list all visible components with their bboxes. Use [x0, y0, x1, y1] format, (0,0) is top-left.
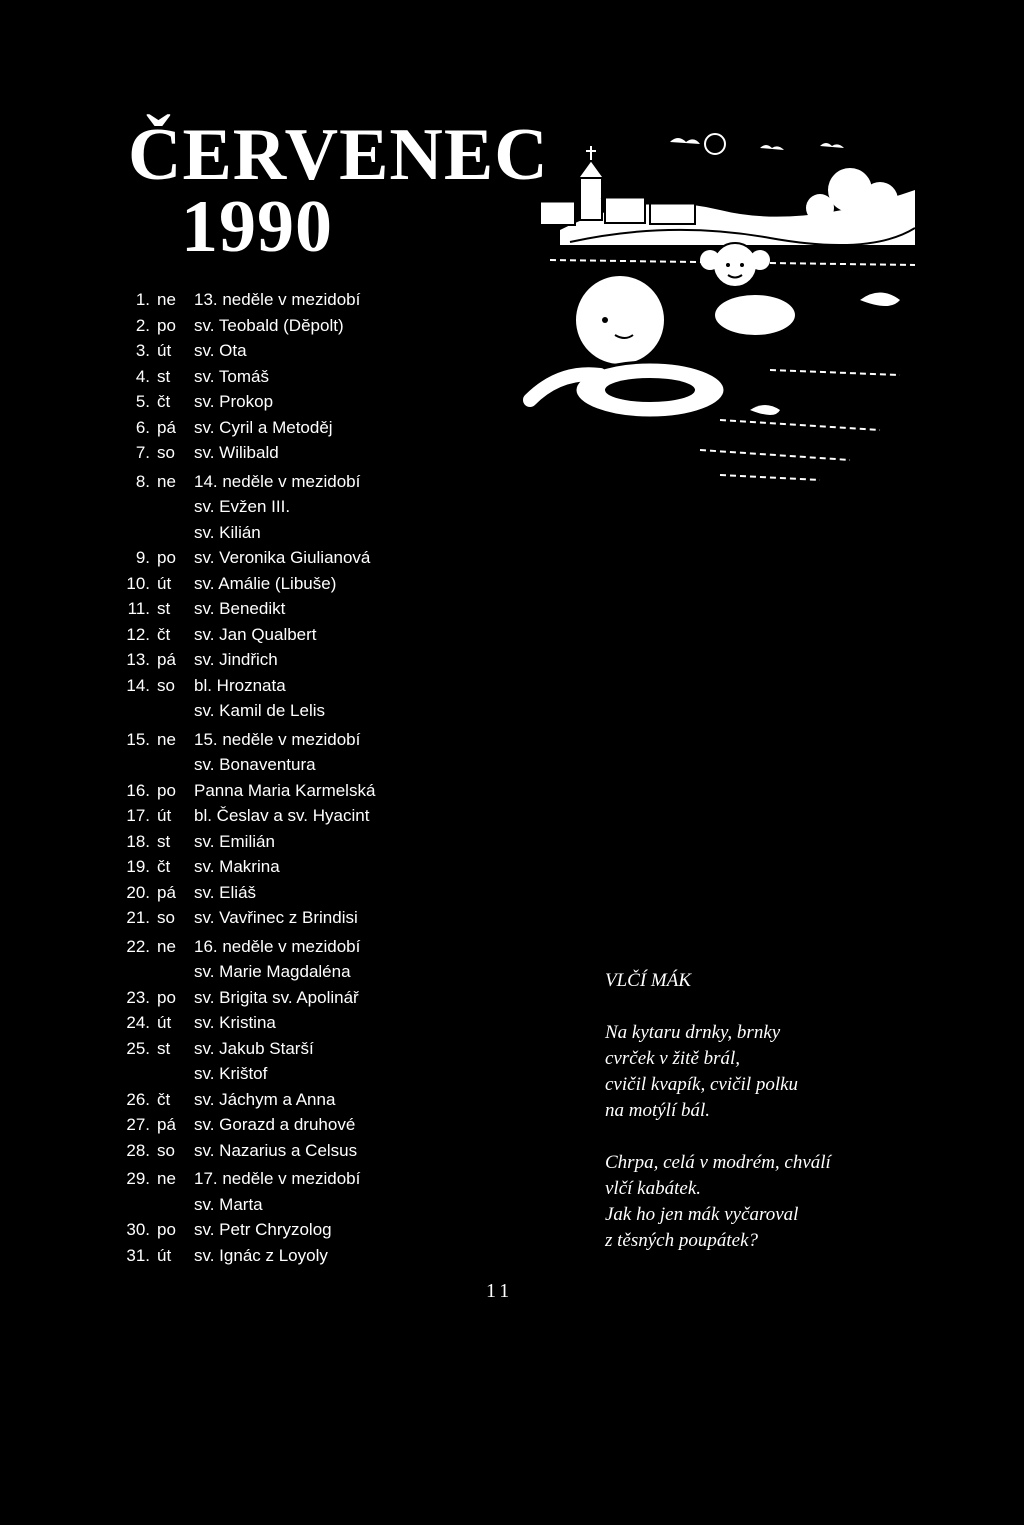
day-number: 4.	[135, 366, 150, 386]
feast-name: sv. Kristina	[194, 1013, 276, 1032]
day-number: 27.	[126, 1115, 150, 1134]
page-number: 11	[486, 1280, 514, 1302]
weekday: so	[157, 1140, 175, 1160]
weekday: út	[157, 806, 172, 825]
feast-name: sv. Gorazd a druhové	[194, 1115, 356, 1134]
calendar-row	[118, 803, 538, 829]
day-number: 28.	[126, 1140, 150, 1160]
poem-line: cvrček v žitě brál,	[605, 1048, 741, 1069]
calendar-row	[118, 1112, 538, 1138]
village-church	[537, 146, 698, 225]
day-number: 6.	[135, 417, 150, 437]
weekday: po	[157, 780, 176, 800]
calendar-row	[118, 1243, 538, 1269]
day-number: 22.	[126, 936, 150, 956]
weekday: út	[157, 1013, 172, 1032]
calendar-row	[118, 389, 538, 415]
calendar-row	[118, 854, 538, 880]
poem-line: cvičil kvapík, cvičil polku	[605, 1074, 799, 1095]
day-number: 30.	[126, 1220, 150, 1239]
calendar-row	[118, 1061, 538, 1087]
day-number: 11.	[127, 599, 150, 618]
poem-stanza-2	[605, 1150, 831, 1254]
weekday: so	[157, 443, 175, 462]
weekday: čt	[157, 392, 171, 411]
weekday: st	[157, 599, 171, 618]
duck	[860, 293, 900, 307]
feast-name: sv. Brigita sv. Apolinář	[194, 987, 359, 1007]
poem-line: z těsných poupátek?	[605, 1230, 759, 1251]
feast-name: sv. Nazarius a Celsus	[194, 1140, 358, 1160]
weekday: po	[157, 548, 176, 567]
calendar-row	[118, 934, 538, 960]
weekday: st	[157, 366, 171, 386]
weekday: so	[157, 675, 175, 695]
calendar-row	[118, 727, 538, 753]
feast-name: sv. Evžen III.	[194, 497, 291, 516]
calendar-row	[118, 959, 538, 985]
weekday: ne	[157, 1169, 176, 1188]
calendar-row	[118, 313, 538, 339]
feast-name: 13. neděle v mezidobí	[194, 290, 361, 309]
feast-name: sv. Ota	[194, 341, 247, 360]
feast-name: sv. Bonaventura	[194, 755, 316, 774]
day-number: 3.	[135, 341, 150, 360]
day-number: 8.	[135, 471, 150, 491]
day-number: 20.	[126, 882, 150, 902]
calendar-row	[118, 1036, 538, 1062]
day-number: 31.	[126, 1245, 150, 1265]
weekday: pá	[157, 417, 176, 437]
feast-name: sv. Emilián	[194, 831, 275, 851]
calendar-row	[118, 1217, 538, 1243]
year-title: 1990	[181, 186, 333, 268]
weekday: pá	[157, 1115, 176, 1134]
calendar-row	[118, 494, 538, 520]
weekday: út	[157, 1245, 172, 1265]
weekday: po	[157, 1220, 176, 1239]
day-number: 10.	[126, 573, 150, 593]
weekday: čt	[157, 857, 171, 876]
calendar-row	[118, 752, 538, 778]
calendar-list	[118, 287, 538, 1268]
calendar-row	[118, 778, 538, 804]
day-number: 15.	[126, 729, 150, 749]
day-number: 1.	[135, 290, 150, 309]
feast-name: sv. Jáchym a Anna	[194, 1089, 336, 1109]
day-number: 13.	[126, 650, 150, 669]
day-number: 24.	[126, 1013, 150, 1032]
day-number: 14.	[126, 675, 150, 695]
calendar-row	[118, 1087, 538, 1113]
calendar-row	[118, 985, 538, 1011]
day-number: 23.	[126, 987, 150, 1007]
calendar-row	[118, 1166, 538, 1192]
calendar-row	[118, 571, 538, 597]
day-number: 18.	[126, 831, 150, 851]
calendar-row	[118, 596, 538, 622]
feast-name: sv. Ignác z Loyoly	[194, 1245, 328, 1265]
poem-line: na motýlí bál.	[605, 1100, 711, 1121]
feast-name: 14. neděle v mezidobí	[194, 471, 361, 491]
calendar-row	[118, 469, 538, 495]
feast-name: 17. neděle v mezidobí	[194, 1169, 361, 1188]
day-number: 29.	[126, 1169, 150, 1188]
feast-name: sv. Tomáš	[194, 366, 269, 386]
calendar-row	[118, 698, 538, 724]
day-number: 26.	[126, 1089, 150, 1109]
feast-name: sv. Jakub Starší	[194, 1038, 314, 1058]
feast-name: sv. Eliáš	[194, 882, 257, 902]
feast-name: sv. Prokop	[194, 392, 274, 411]
poem-line: vlčí kabátek.	[605, 1178, 702, 1199]
feast-name: sv. Jan Qualbert	[194, 624, 317, 644]
feast-name: sv. Marta	[194, 1194, 263, 1214]
calendar-row	[118, 673, 538, 699]
weekday: út	[157, 341, 172, 360]
cloud-sun-icon	[705, 134, 725, 154]
calendar-row	[118, 440, 538, 466]
poem-title: VLČÍ MÁK	[605, 970, 692, 991]
feast-name: sv. Krištof	[194, 1064, 268, 1083]
month-title: ČERVENEC	[128, 114, 549, 196]
calendar-row	[118, 415, 538, 441]
weekday: st	[157, 831, 171, 851]
weekday: ne	[157, 729, 176, 749]
day-number: 12.	[126, 624, 150, 644]
feast-name: bl. Česlav a sv. Hyacint	[194, 806, 370, 825]
feast-name: sv. Makrina	[194, 857, 280, 876]
weekday: ne	[157, 471, 176, 491]
feast-name: sv. Marie Magdaléna	[194, 962, 351, 981]
calendar-row	[118, 1010, 538, 1036]
poem-line: Chrpa, celá v modrém, chválí	[605, 1152, 831, 1173]
weekday: so	[157, 908, 175, 927]
feast-name: Panna Maria Karmelská	[194, 780, 376, 800]
weekday: čt	[157, 624, 171, 644]
feast-name: sv. Jindřich	[194, 650, 278, 669]
calendar-row	[118, 829, 538, 855]
feast-name: sv. Kamil de Lelis	[194, 701, 326, 720]
weekday: pá	[157, 650, 176, 669]
feast-name: 16. neděle v mezidobí	[194, 936, 361, 956]
poem-line: Na kytaru drnky, brnky	[605, 1022, 781, 1043]
calendar-row	[118, 880, 538, 906]
day-number: 16.	[126, 780, 150, 800]
feast-name: sv. Benedikt	[194, 599, 286, 618]
calendar-row	[118, 1138, 538, 1164]
day-number: 2.	[135, 315, 150, 335]
weekday: ne	[157, 290, 176, 309]
calendar-row	[118, 520, 538, 546]
calendar-row	[118, 1192, 538, 1218]
swimming-children-illustration	[520, 120, 915, 530]
boy-with-swim-ring	[530, 275, 725, 418]
feast-name: sv. Petr Chryzolog	[194, 1220, 332, 1239]
calendar-row	[118, 338, 538, 364]
weekday: út	[157, 573, 172, 593]
day-number: 5.	[135, 392, 150, 411]
feast-name: sv. Vavřinec z Brindisi	[194, 908, 358, 927]
feast-name: sv. Amálie (Libuše)	[194, 573, 337, 593]
calendar-row	[118, 545, 538, 571]
girl-swimmer	[700, 243, 795, 335]
poem-line: Jak ho jen mák vyčaroval	[605, 1204, 799, 1225]
feast-name: sv. Teobald (Dĕpolt)	[194, 315, 344, 335]
day-number: 9.	[135, 548, 150, 567]
calendar-row	[118, 647, 538, 673]
weekday: st	[157, 1038, 171, 1058]
weekday: po	[157, 987, 176, 1007]
feast-name: 15. neděle v mezidobí	[194, 729, 361, 749]
feast-name: sv. Kilián	[194, 522, 261, 542]
weekday: ne	[157, 936, 176, 956]
calendar-row	[118, 622, 538, 648]
calendar-row	[118, 287, 538, 313]
day-number: 25.	[126, 1038, 150, 1058]
poem-stanza-1	[605, 1020, 798, 1124]
feast-name: bl. Hroznata	[194, 675, 286, 695]
day-number: 17.	[126, 806, 150, 825]
day-number: 19.	[126, 857, 150, 876]
weekday: po	[157, 315, 176, 335]
weekday: pá	[157, 882, 176, 902]
calendar-row	[118, 364, 538, 390]
feast-name: sv. Veronika Giulianová	[194, 548, 371, 567]
feast-name: sv. Wilibald	[194, 443, 279, 462]
day-number: 21.	[126, 908, 150, 927]
feast-name: sv. Cyril a Metoděj	[194, 417, 333, 437]
weekday: čt	[157, 1089, 171, 1109]
day-number: 7.	[135, 443, 150, 462]
calendar-row	[118, 905, 538, 931]
